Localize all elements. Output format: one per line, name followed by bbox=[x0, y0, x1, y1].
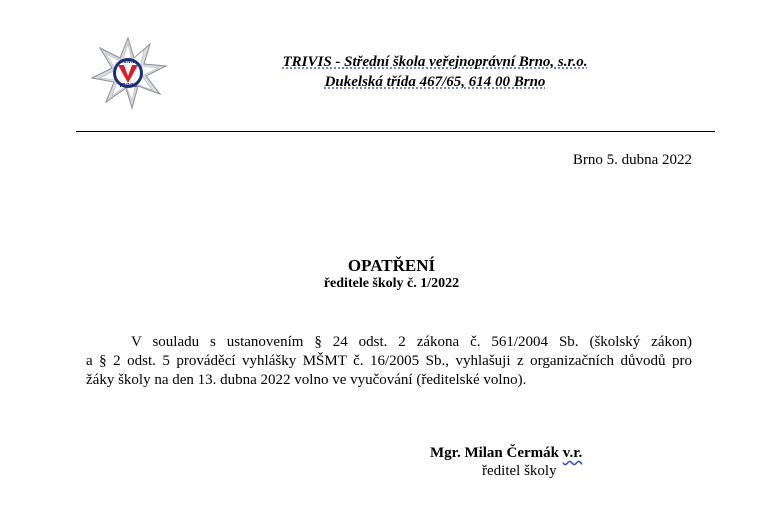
body-line-2: a § 2 odst. 5 prováděcí vyhlášky MŠMT č. 16/2005 Sb., vyhlašuji z organizačních důvodů pro bbox=[86, 353, 692, 369]
body-line-1: V souladu s ustanovením § 24 odst. 2 zákona č. 561/2004 Sb. (školský zákon) bbox=[131, 334, 692, 350]
header-divider bbox=[76, 131, 715, 132]
document-title: OPATŘENÍ bbox=[347, 256, 436, 275]
logo-text-top: TRIVIS bbox=[120, 59, 136, 64]
school-logo bbox=[88, 36, 168, 110]
body-line-3: žáky školy na den 13. dubna 2022 volno ve vyučování (ředitelské volno). bbox=[86, 372, 527, 388]
school-header bbox=[250, 52, 620, 92]
signature-vr: v.r. bbox=[562, 445, 583, 461]
document-date: Brno 5. dubna 2022 bbox=[572, 152, 692, 168]
logo-text-bottom: TRIVIS bbox=[118, 83, 138, 89]
signatory-role: ředitel školy bbox=[482, 463, 557, 479]
document-subtitle: ředitele školy č. 1/2022 bbox=[323, 276, 460, 291]
school-name: TRIVIS - Střední škola veřejnoprávní Brno, s.r.o. bbox=[282, 54, 588, 70]
signature-name bbox=[430, 445, 582, 462]
document-body bbox=[86, 333, 692, 390]
trivis-star-emblem-icon bbox=[88, 36, 168, 110]
school-address: Dukelská třída 467/65, 614 00 Brno bbox=[324, 74, 546, 90]
signatory-name: Mgr. Milan Čermák bbox=[430, 445, 563, 461]
